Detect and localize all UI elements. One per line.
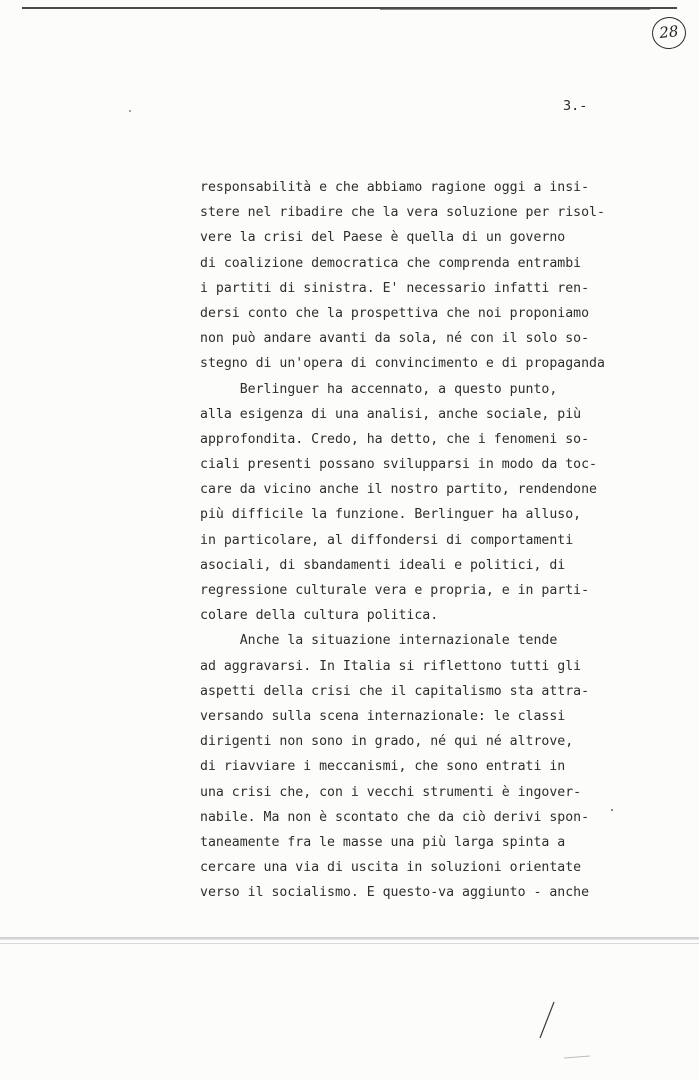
text-line: responsabilità e che abbiamo ragione oggi a insi- (200, 180, 590, 195)
text-line: regressione culturale vera e propria, e in parti- (200, 583, 590, 598)
text-line: alla esigenza di una analisi, anche sociale, più (200, 406, 582, 422)
text-line: una crisi che, con i vecchi strumenti è ingover- (200, 784, 582, 800)
text-line: ciali presenti possano svilupparsi in modo da toc- (200, 457, 597, 473)
text-line: approfondita. Credo, ha detto, che i fenomeni so- (200, 431, 590, 447)
text-line: stere nel ribadire che la vera soluzione per risol- (200, 205, 605, 221)
text-line: care da vicino anche il nostro partito, rendendone (200, 482, 597, 498)
text-line: Berlinguer ha accennato, a questo punto, (200, 381, 558, 397)
text-line: di coalizione democratica che comprenda entrambi (200, 255, 582, 271)
text-line: cercare una via di uscita in soluzioni orientate (200, 860, 582, 876)
text-line: i partiti di sinistra. E' necessario infatti ren- (200, 280, 590, 296)
text-line: di riavviare i meccanismi, che sono entrati in (200, 759, 566, 775)
page-number: 3.- (563, 98, 588, 114)
text-line: Anche la situazione internazionale tende (200, 633, 558, 649)
text-line: asociali, di sbandamenti ideali e politici, di (200, 557, 566, 573)
text-line: più difficile la funzione. Berlinguer ha alluso, (200, 507, 582, 523)
text-line: dersi conto che la prospettiva che noi proponiamo (200, 305, 590, 321)
text-line: ad aggravarsi. In Italia si riflettono tutti gli (200, 658, 582, 674)
folio-number-stamp: 28 (650, 15, 687, 50)
text-line: nabile. Ma non è scontato che da ciò derivi spon- (200, 809, 590, 825)
text-line: vere la crisi del Paese è quella di un governo (200, 230, 566, 246)
text-line: aspetti della crisi che il capitalismo sta attra- (200, 683, 590, 699)
text-line: versando sulla scena internazionale: le classi (200, 708, 566, 724)
text-line: in particolare, al diffondersi di comportamenti (200, 532, 574, 548)
text-line: non può andare avanti da sola, né con il solo so- (200, 331, 590, 347)
text-line: stegno di un'opera di convincimento e di propaganda (200, 356, 605, 372)
text-line: taneamente fra le masse una più larga spinta a (200, 834, 566, 850)
text-line: dirigenti non sono in grado, né qui né altrove, (200, 734, 574, 750)
text-line: verso il socialismo. E questo-va aggiunto - anche (200, 885, 590, 901)
text-line: colare della cultura politica. (200, 608, 439, 624)
